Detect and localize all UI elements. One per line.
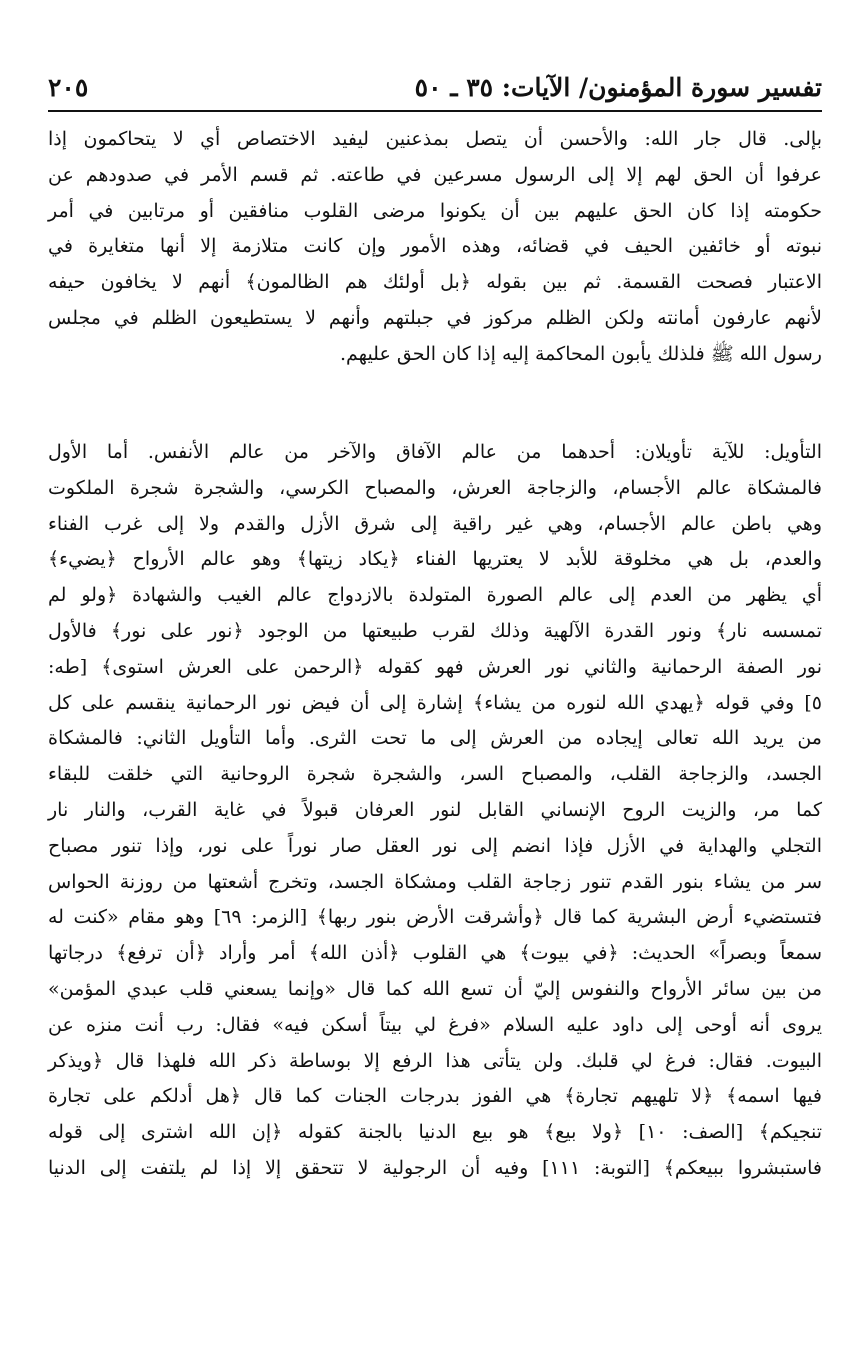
running-title: تفسير سورة المؤمنون/ الآيات: ٣٥ ـ ٥٠ — [414, 73, 822, 102]
tafsir-paragraph — [48, 122, 822, 373]
text-line: ٥] وفي قوله ﴿يهدي الله لنوره من يشاء﴾ إشارة إلى أن فيض نور الرحمانية ينقسم على كل — [48, 691, 822, 714]
text-line: بإلى. قال جار الله: والأحسن أن يتصل بمذعنين ليفيد الاختصاص أي لا يتحاكمون إذا — [48, 128, 822, 150]
text-line: البيوت. فقال: فرغ لي قلبك. ولن يتأتى هذا الرفع إلا بوساطة ذكر الله فلهذا قال ﴿ويذكر — [48, 1049, 822, 1072]
text-line: فاستبشروا ببيعكم﴾ [التوبة: ١١١] وفيه أن الرجولية لا تتحقق إلا إذا لم يلتفت إلى الدنيا — [48, 1156, 822, 1179]
text-line: من بين سائر الأرواح والنفوس إليّ أن تسع الله كما قال «وإنما يسعني قلب عبدي المؤمن» — [48, 977, 822, 1000]
book-page — [48, 0, 822, 1372]
text-line: حكومته إذا كان الحق عليهم بين أن يكونوا مرضى القلوب منافقين أو مرتابين في أمر — [48, 199, 822, 222]
text-line: وهي باطن عالم الأجسام، وهي غير راقية إلى شرق الأزل والقدم ولا إلى غرب الفناء — [48, 512, 822, 535]
running-header — [48, 66, 822, 112]
text-line: يروى أنه أوحى إلى داود عليه السلام «فرغ لي بيتاً أسكن فيه» فقال: رب أنت منزه عن — [48, 1013, 822, 1036]
text-line: سمعاً وبصراً» الحديث: ﴿في بيوت﴾ هي القلوب ﴿أذن الله﴾ أمر وأراد ﴿أن ترفع﴾ درجاتها — [48, 942, 822, 965]
text-line: تنجيكم﴾ [الصف: ١٠] ﴿ولا بيع﴾ هو بيع الدنيا بالجنة كقوله ﴿إن الله اشترى إلى قوله — [48, 1121, 822, 1144]
text-line: التأويل: للآية تأويلان: أحدهما من عالم الآفاق والآخر من عالم الأنفس. أما الأول — [48, 441, 822, 463]
text-line: من يريد الله تعالى إيجاده من العرش إلى ما تحت الثرى. وأما التأويل الثاني: فالمشكاة — [48, 727, 822, 750]
text-line: نبوته أو خائفين الحيف في قضائه، وهذه الأمور وإن كانت متلازمة إلا أنها متغايرة في — [48, 235, 822, 258]
text-line: التجلي والهداية في الأزل فإذا انضم إلى نور العقل صار نوراً على نور، وإذا تنور مصباح — [48, 834, 822, 857]
text-line: سر من يشاء بنور القدم تنور زجاجة القلب ومشكاة الجسد، وتخرج أشعتها من روزنة الحواس — [48, 870, 822, 893]
text-line: عرفوا أن الحق لهم إلا إلى الرسول مسرعين في طاعته. ثم قسم الأمر في صدودهم عن — [48, 163, 822, 186]
text-line: الاعتبار فصحت القسمة. ثم بين بقوله ﴿بل أولئك هم الظالمون﴾ أنهم لا يخافون حيفه — [48, 271, 822, 294]
text-line: أي يظهر من العدم إلى عالم الصورة المتولدة بالازدواج عالم الغيب والشهادة ﴿ولو لم — [48, 584, 822, 607]
text-line: فيها اسمه﴾ ﴿لا تلهيهم تجارة﴾ هي الفوز بدرجات الجنات كما قال ﴿هل أدلكم على تجارة — [48, 1085, 822, 1108]
page-number: ٢٠٥ — [48, 73, 89, 102]
text-line: فتستضيء أرض البشرية كما قال ﴿وأشرقت الأرض بنور ربها﴾ [الزمر: ٦٩] وهو مقام «كنت له — [48, 906, 822, 929]
text-line: فالمشكاة عالم الأجسام، والزجاجة العرش، والمصباح الكرسي، والشجرة شجرة الملكوت — [48, 476, 822, 499]
text-line: والعدم، بل هي مخلوقة للأبد لا يعتريها الفناء ﴿يكاد زيتها﴾ وهو عالم الأرواح ﴿يضيء﴾ — [48, 548, 822, 571]
text-line: نور الصفة الرحمانية والثاني نور العرش فهو كقوله ﴿الرحمن على العرش استوى﴾ [طه: — [48, 655, 822, 678]
text-line: الجسد، والزجاجة القلب، والمصباح السر، والشجرة شجرة الروحانية التي خلقت للبقاء — [48, 763, 822, 786]
text-line: لأنهم عارفون أمانته ولكن الظلم مركوز في جبلتهم وأنهم لا يستطيعون الظلم في مجلس — [48, 306, 822, 329]
text-line: تمسسه نار﴾ ونور القدرة الآلهية وذلك لقرب طبيعتها من الوجود ﴿نور على نور﴾ فالأول — [48, 619, 822, 642]
text-line: كما مر، والزيت الروح الإنساني القابل لنور العرفان قبولاً في غاية القرب، والنار نار — [48, 798, 822, 821]
text-line: رسول الله ﷺ فلذلك يأبون المحاكمة إليه إذا كان الحق عليهم. — [340, 342, 822, 365]
tawil-paragraph — [48, 435, 822, 1187]
